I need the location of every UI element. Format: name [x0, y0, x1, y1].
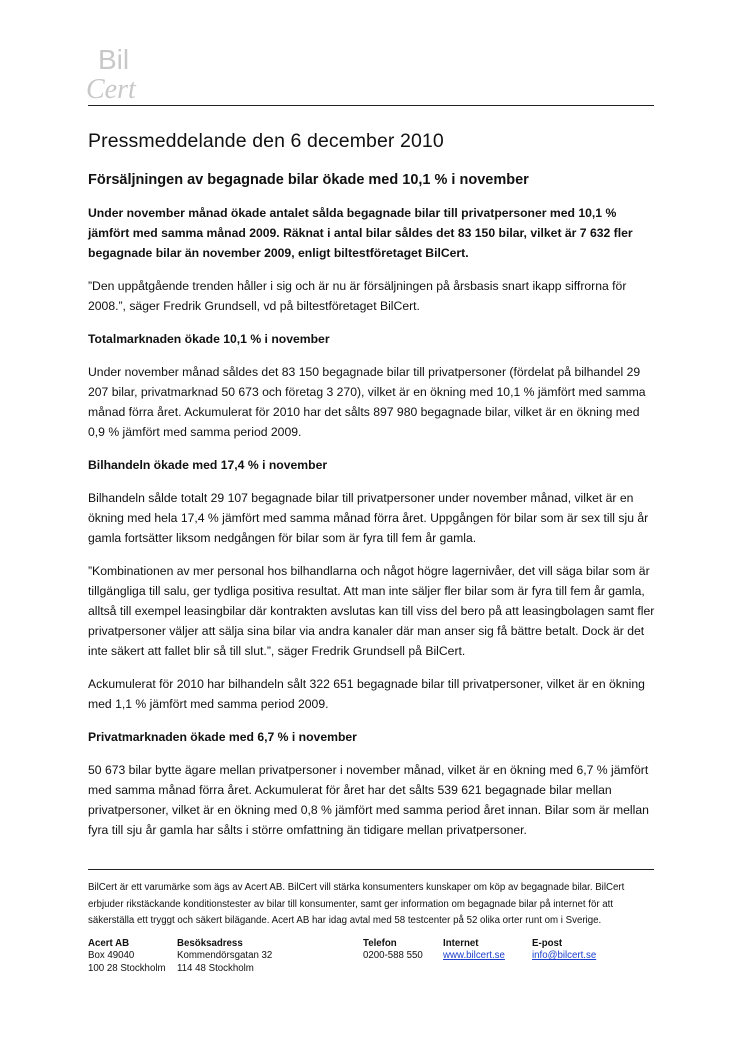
visit-heading: Besöksadress: [177, 937, 243, 949]
internet-heading: Internet: [443, 937, 479, 949]
email-link[interactable]: info@bilcert.se: [532, 950, 597, 961]
section-dealers-body-2: ”Kombinationen av mer personal hos bilhandlarna och något högre lagernivåer, det vill säga bilar som är tillgängliga till salu, ger tydliga positiva resultat. Att man inte säljer fler bilar som är fyra till fem år gamla, alltså till exempel leasingbilar där kontrakten avslutas kan till viss del bero på att leasingbolagen samt fler privatpersoner väljer att sälja sina bilar via andra kanaler där man anser sig få bättre betalt. Dock är det inte säkert att fallet blir så till slut.”, säger Fredrik Grundsell på BilCert.: [88, 564, 655, 658]
press-release-body: [88, 130, 658, 853]
lead-paragraph: Under november månad ökade antalet sålda begagnade bilar till privatpersoner med 10,1 % jämfört med samma månad 2009. Räknat i antal bilar såldes det 83 150 bilar, vilket är 7 632 fler begagnade bilar än november 2009, enligt biltestföretaget BilCert.: [88, 206, 633, 260]
footer-phone: [363, 938, 423, 963]
section-dealers-body-1: Bilhandeln sålde totalt 29 107 begagnade bilar till privatpersoner under november månad, vilket är en ökning med hela 17,4 % jämfört med samma månad förra året. Uppgången för bilar som är sex till sju år gamla fortsätter liksom nedgången för bilar som är fyra till fem år gamla.: [88, 491, 649, 545]
page-title: Pressmeddelande den 6 december 2010: [88, 130, 444, 152]
logo-line1: Bil: [98, 44, 130, 75]
section-total-body: Under november månad såldes det 83 150 begagnade bilar till privatpersoner (fördelat på bilhandel 29 207 bilar, privatmarknad 50 673 och företag 3 270), vilket är en ökning med 10,1 % jämfört med samma månad förra året. Ackumulerat för 2010 har det sålts 897 980 begagnade bilar, vilket är en ökning med 0,9 % jämfört med samma period 2009.: [88, 365, 646, 439]
header-divider: [88, 105, 654, 106]
section-private-body: 50 673 bilar bytte ägare mellan privatpersoner i november månad, vilket är en ökning med 6,7 % jämfört med samma månad förra året. Ackumulerat för året har det sålts 539 621 begagnade bilar mellan privatpersoner, vilket är en ökning med 0,8 % jämfört med samma period året innan. Bilar som är mellan fyra till sju år gamla har sålts i större omfattning än tidigare mellan privatpersoner.: [88, 763, 649, 837]
section-heading-dealers: Bilhandeln ökade med 17,4 % i november: [88, 458, 328, 472]
section-heading-private: Privatmarknaden ökade med 6,7 % i november: [88, 730, 357, 744]
visit-line1: Kommendörsgatan 32: [177, 950, 273, 961]
phone-value: 0200-588 550: [363, 950, 423, 961]
company-line2: 100 28 Stockholm: [88, 962, 166, 974]
footer-contacts: [88, 938, 658, 988]
logo-line2: Cert: [86, 74, 136, 102]
footer-company: [88, 938, 166, 976]
headline: Försäljningen av begagnade bilar ökade med 10,1 % i november: [88, 172, 529, 188]
email-heading: E-post: [532, 937, 563, 949]
section-dealers-body-3: Ackumulerat för 2010 har bilhandeln sålt 322 651 begagnade bilar till privatpersoner, vilket är en ökning med 1,1 % jämfört med samma period 2009.: [88, 677, 645, 711]
phone-heading: Telefon: [363, 937, 397, 949]
footer-about: BilCert är ett varumärke som ägs av Acert AB. BilCert vill stärka konsumenters kunskaper om köp av begagnade bilar. BilCert erbjuder rikstäckande konditionstester av bilar till konsumenter, samt ger information om begagnade bilar på internet för att säkerställa ett tryggt och säkert bilägande. Acert AB har idag avtal med 58 testcenter på 52 olika orter runt om i Sverige.: [88, 882, 625, 926]
company-heading: Acert AB: [88, 937, 130, 949]
company-line1: Box 49040: [88, 950, 135, 961]
footer-email: [532, 938, 596, 963]
footer-divider: [88, 869, 654, 870]
quote-paragraph: ”Den uppåtgående trenden håller i sig och är nu är försäljningen på årsbasis snart ikapp siffrorna för 2008.”, säger Fredrik Grundsell, vd på biltestföretaget BilCert.: [88, 279, 627, 313]
website-link[interactable]: www.bilcert.se: [443, 950, 505, 961]
visit-line2: 114 48 Stockholm: [177, 962, 254, 974]
footer-internet: [443, 938, 505, 963]
footer-visit-address: [177, 938, 272, 976]
footer: [88, 880, 658, 988]
bilcert-logo: [86, 42, 162, 102]
section-heading-total: Totalmarknaden ökade 10,1 % i november: [88, 332, 330, 346]
